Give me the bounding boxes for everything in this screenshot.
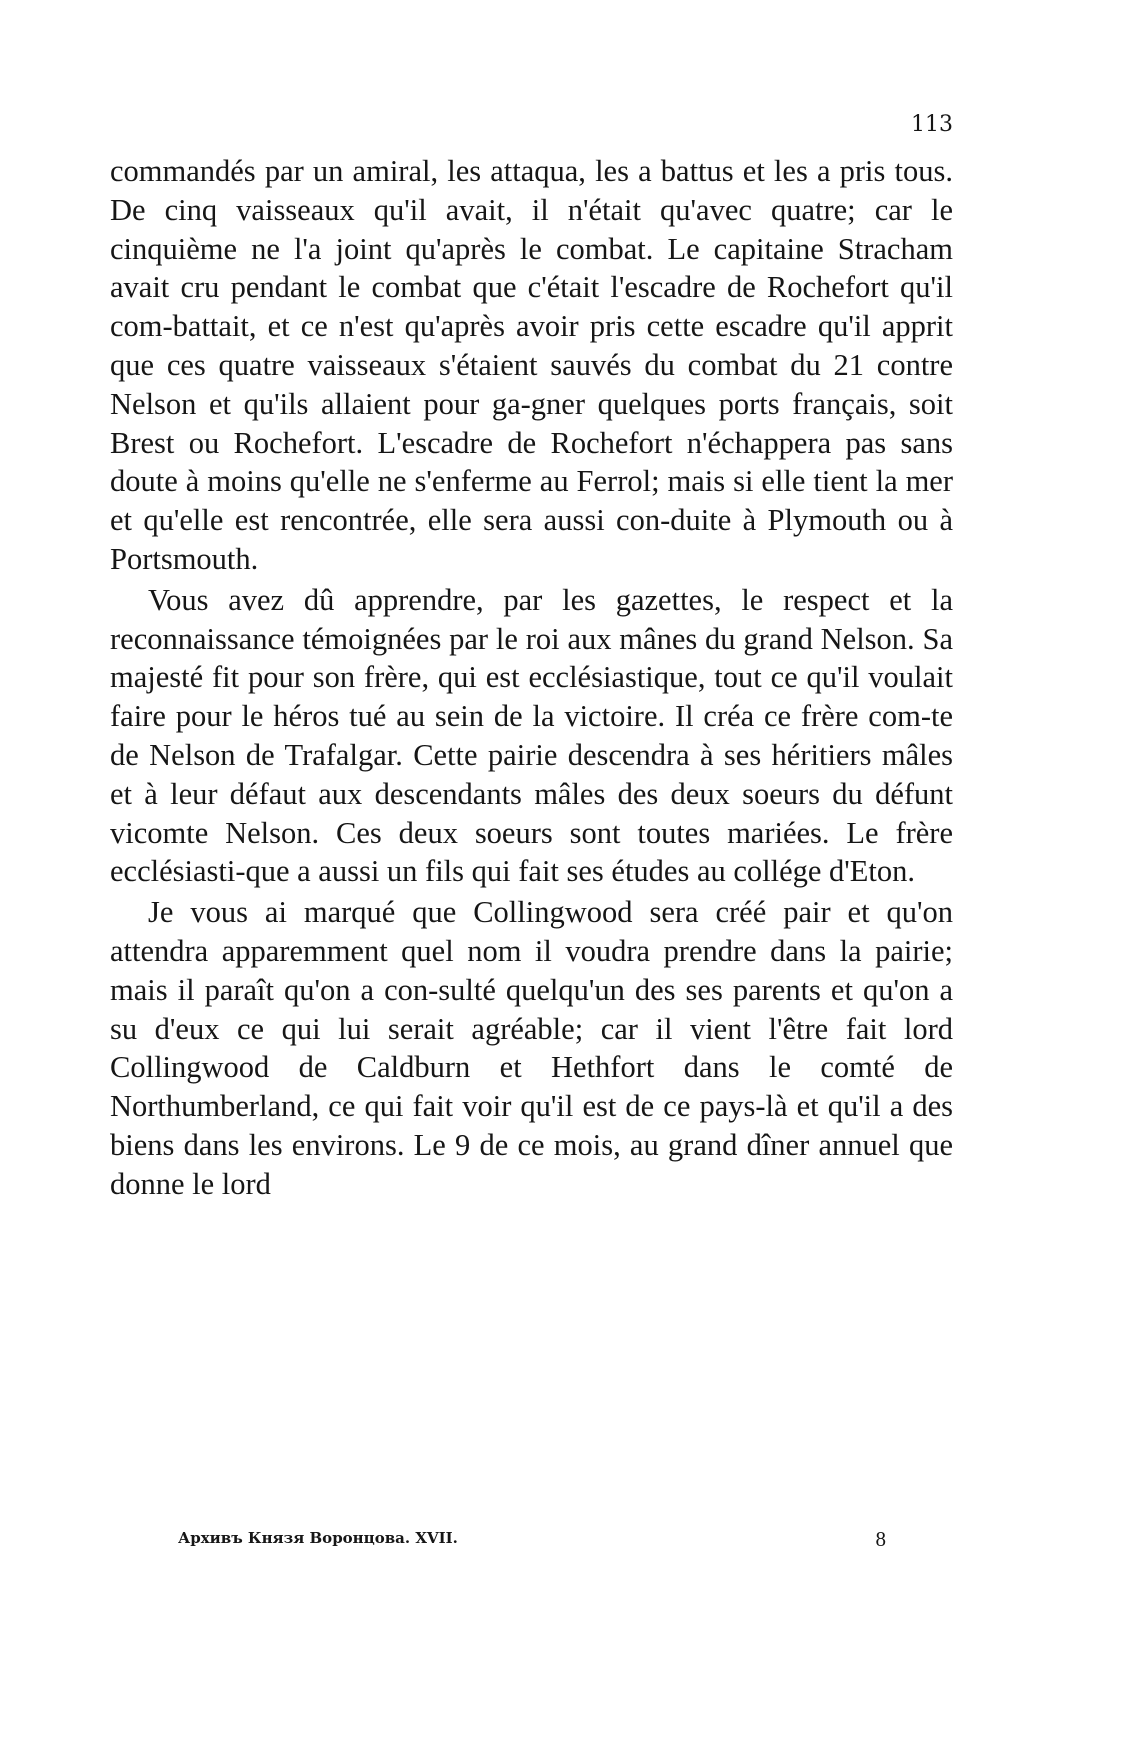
paragraph-1: commandés par un amiral, les attaqua, les a battus et les a pris tous. De cinq vaisseaux qu'il avait, il n'était qu'avec quatre; car le cinquième ne l'a joint qu'après le combat. Le capitaine Stracham avait cru pendant le combat que c'était l'escadre de Rochefort qu'il com-battait, et ce n'est qu'après avoir pris cette escadre qu'il apprit que ces quatre vaisseaux s'étaient sauvés du combat du 21 contre Nelson et qu'ils allaient pour ga-gner quelques ports français, soit Brest ou Rochefort. L'escadre de Rochefort n'échappera pas sans doute à moins qu'elle ne s'enferme au Ferrol; mais si elle tient la mer et qu'elle est rencontrée, elle sera aussi con-duite à Plymouth ou à Portsmouth. [110, 154, 953, 576]
paragraph-3: Je vous ai marqué que Collingwood sera créé pair et qu'on attendra apparemment quel nom il voudra prendre dans la pairie; mais il paraît qu'on a con-sulté quelqu'un des ses parents et qu'on a su d'eux ce qui lui serait agréable; car il vient l'être fait lord Collingwood de Caldburn et Hethfort dans le comté de Northumberland, ce qui fait voir qu'il est de ce pays-là et qu'il a des biens dans les environs. Le 9 de ce mois, au grand dîner annuel que donne le lord [110, 895, 953, 1201]
footer-signature: Архивъ Князя Воронцова. XVII. [178, 1529, 458, 1547]
footer-sheet-number: 8 [875, 1527, 886, 1551]
page-number: 113 [911, 112, 953, 137]
page-footer [178, 1529, 886, 1559]
paragraph-2: Vous avez dû apprendre, par les gazettes, le respect et la reconnaissance témoignées par le roi aux mânes du grand Nelson. Sa majesté fit pour son frère, qui est ecclésiastique, tout ce qu'il voulait faire pour le héros tué au sein de la victoire. Il créa ce frère com-te de Nelson de Trafalgar. Cette pairie descendra à ses héritiers mâles et à leur défaut aux descendants mâles des deux soeurs du défunt vicomte Nelson. Ces deux soeurs sont toutes mariées. Le frère ecclésiasti-que a aussi un fils qui fait ses études au collége d'Eton. [110, 582, 953, 889]
body-text [110, 152, 953, 1204]
